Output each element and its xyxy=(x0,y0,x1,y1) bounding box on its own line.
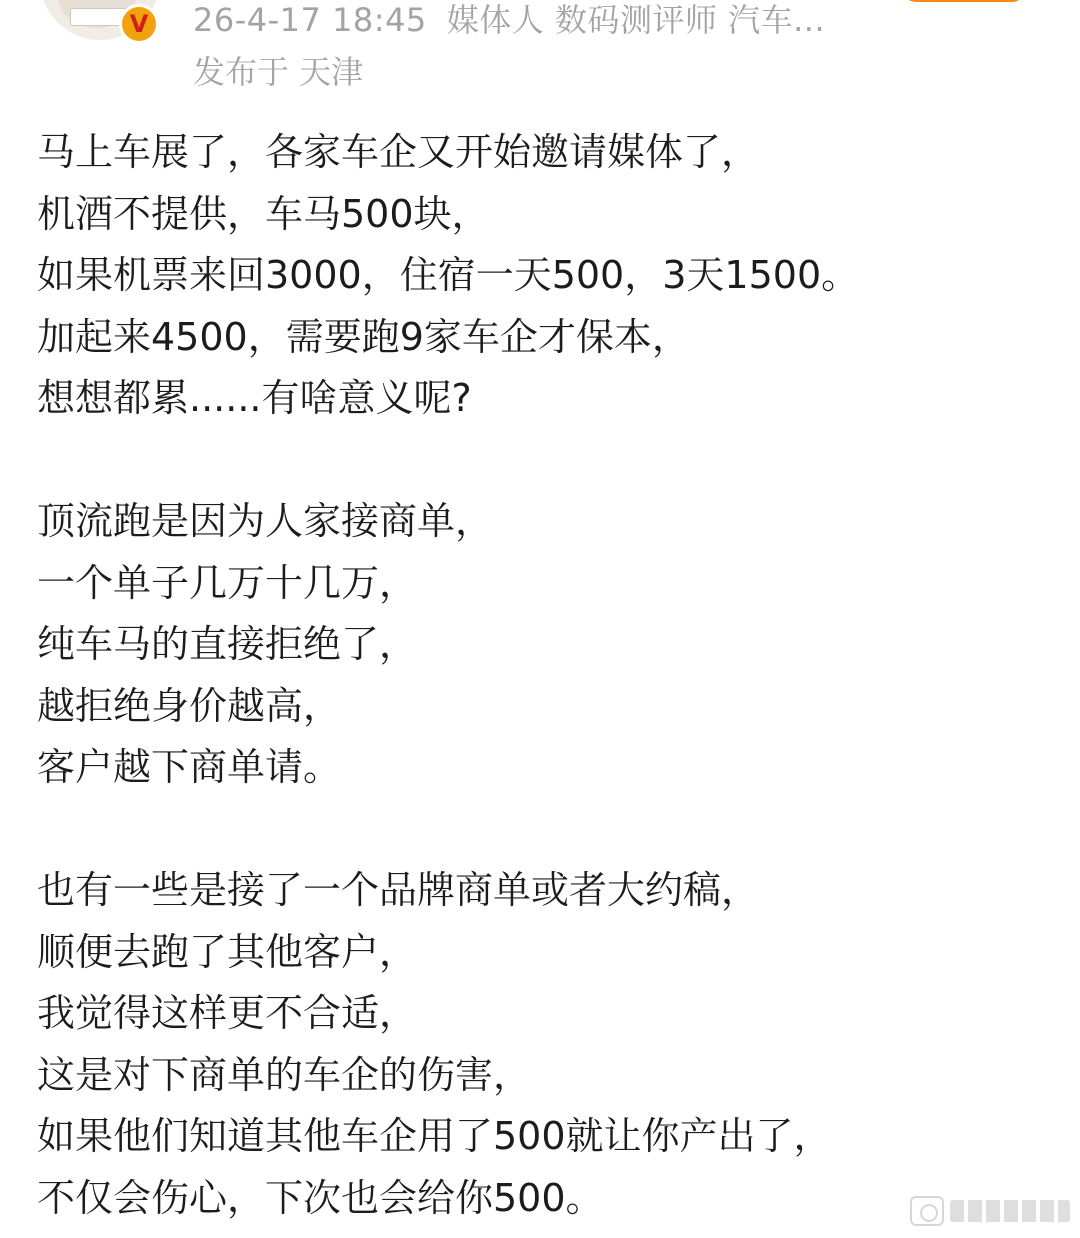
post-line: 越拒绝身价越高， xyxy=(37,683,342,728)
author-tags[interactable]: 媒体人 数码测评师 汽车... xyxy=(446,1,826,39)
watermark-text-shape xyxy=(950,1200,1070,1222)
post-line: 我觉得这样更不合适， xyxy=(37,991,418,1035)
post-line: 机酒不提供，车马500块， xyxy=(37,191,490,236)
post-line: 想想都累......有啥意义呢? xyxy=(37,376,472,420)
post-line: 客户越下商单请。 xyxy=(37,745,342,789)
paragraph-gap xyxy=(37,799,1057,861)
post-line: 马上车展了，各家车企又开始邀请媒体了， xyxy=(37,130,760,174)
verified-badge-icon: V xyxy=(119,4,159,44)
post-meta xyxy=(193,0,825,40)
post-timestamp: 26-4-17 18:45 xyxy=(193,1,427,39)
post-body xyxy=(37,122,1057,1229)
post-line: 如果他们知道其他车企用了500就让你产出了， xyxy=(37,1114,832,1158)
paragraph-gap xyxy=(37,430,1057,492)
follow-button-edge[interactable] xyxy=(902,0,1026,2)
post-line: 不仅会伤心，下次也会给你500。 xyxy=(37,1175,604,1220)
post-line: 一个单子几万十几万， xyxy=(37,560,418,605)
post-line: 顶流跑是因为人家接商单， xyxy=(37,499,494,543)
post-line: 这是对下商单的车企的伤害， xyxy=(37,1052,532,1097)
post-line: 顺便去跑了其他客户， xyxy=(37,929,418,974)
post-line: 加起来4500，需要跑9家车企才保本， xyxy=(37,314,690,359)
post-location: 发布于 天津 xyxy=(193,53,364,91)
watermark-logo-icon xyxy=(910,1196,944,1226)
post-line: 纯车马的直接拒绝了， xyxy=(37,622,418,666)
post-line: 如果机票来回3000，住宿一天500，3天1500。 xyxy=(37,253,860,297)
weibo-watermark-icon xyxy=(910,1196,1070,1226)
post-line: 也有一些是接了一个品牌商单或者大约稿， xyxy=(37,868,760,912)
